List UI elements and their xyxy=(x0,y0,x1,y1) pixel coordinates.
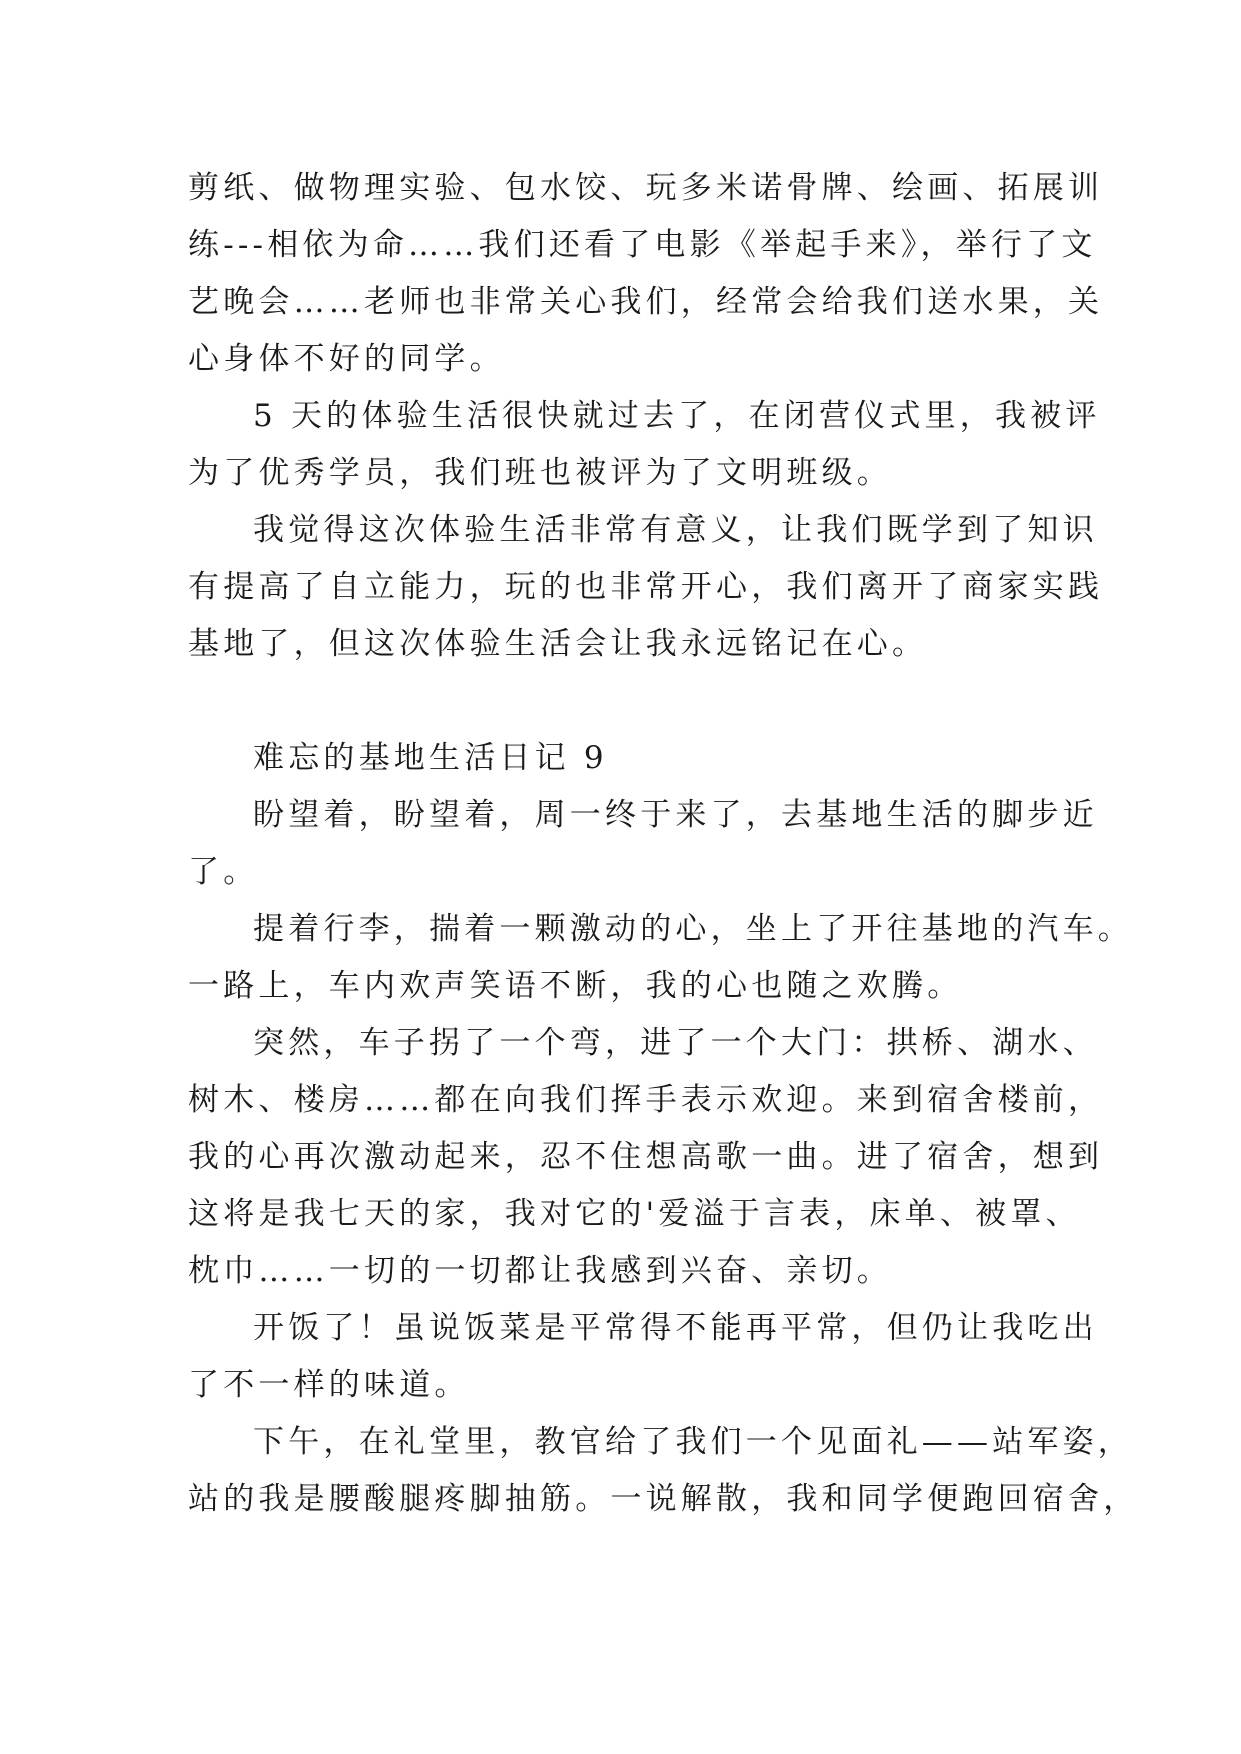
text-line: 下午，在礼堂里，教官给了我们一个见面礼——站军姿， xyxy=(253,1424,1133,1460)
text-line: 有提高了自立能力，玩的也非常开心，我们离开了商家实践 xyxy=(188,569,1104,605)
text-line: 为了优秀学员，我们班也被评为了文明班级。 xyxy=(188,455,892,491)
text-line: 站的我是腰酸腿疼脚抽筋。一说解散，我和同学便跑回宿舍， xyxy=(188,1481,1139,1517)
text-line: 一路上，车内欢声笑语不断，我的心也随之欢腾。 xyxy=(188,968,963,1004)
text-line: 基地了，但这次体验生活会让我永远铭记在心。 xyxy=(188,626,928,662)
text-line: 开饭了！虽说饭菜是平常得不能再平常，但仍让我吃出 xyxy=(253,1310,1098,1346)
text-line: 树木、楼房……都在向我们挥手表示欢迎。来到宿舍楼前， xyxy=(188,1082,1104,1118)
text-line: 剪纸、做物理实验、包水饺、玩多米诺骨牌、绘画、拓展训 xyxy=(188,170,1104,206)
text-line: 枕巾……一切的一切都让我感到兴奋、亲切。 xyxy=(188,1253,892,1289)
text-line: 艺晚会……老师也非常关心我们，经常会给我们送水果，关 xyxy=(188,284,1104,320)
text-line: 盼望着，盼望着，周一终于来了，去基地生活的脚步近 xyxy=(253,797,1098,833)
text-line: 这将是我七天的家，我对它的'爱溢于言表，床单、被罩、 xyxy=(188,1196,1081,1232)
text-line: 突然，车子拐了一个弯，进了一个大门：拱桥、湖水、 xyxy=(253,1025,1098,1061)
section-heading: 难忘的基地生活日记 9 xyxy=(253,740,608,776)
text-line: 了。 xyxy=(188,854,259,890)
text-line: 心身体不好的同学。 xyxy=(188,341,505,377)
text-line: 5 天的体验生活很快就过去了，在闭营仪式里，我被评 xyxy=(253,398,1101,434)
text-line: 练---相依为命……我们还看了电影《举起手来》，举行了文 xyxy=(188,227,1097,263)
text-line: 我的心再次激动起来，忍不住想高歌一曲。进了宿舍，想到 xyxy=(188,1139,1104,1175)
text-line: 提着行李，揣着一颗激动的心，坐上了开往基地的汽车。 xyxy=(253,911,1133,947)
text-line: 了不一样的味道。 xyxy=(188,1367,470,1403)
text-line: 我觉得这次体验生活非常有意义，让我们既学到了知识 xyxy=(253,512,1098,548)
